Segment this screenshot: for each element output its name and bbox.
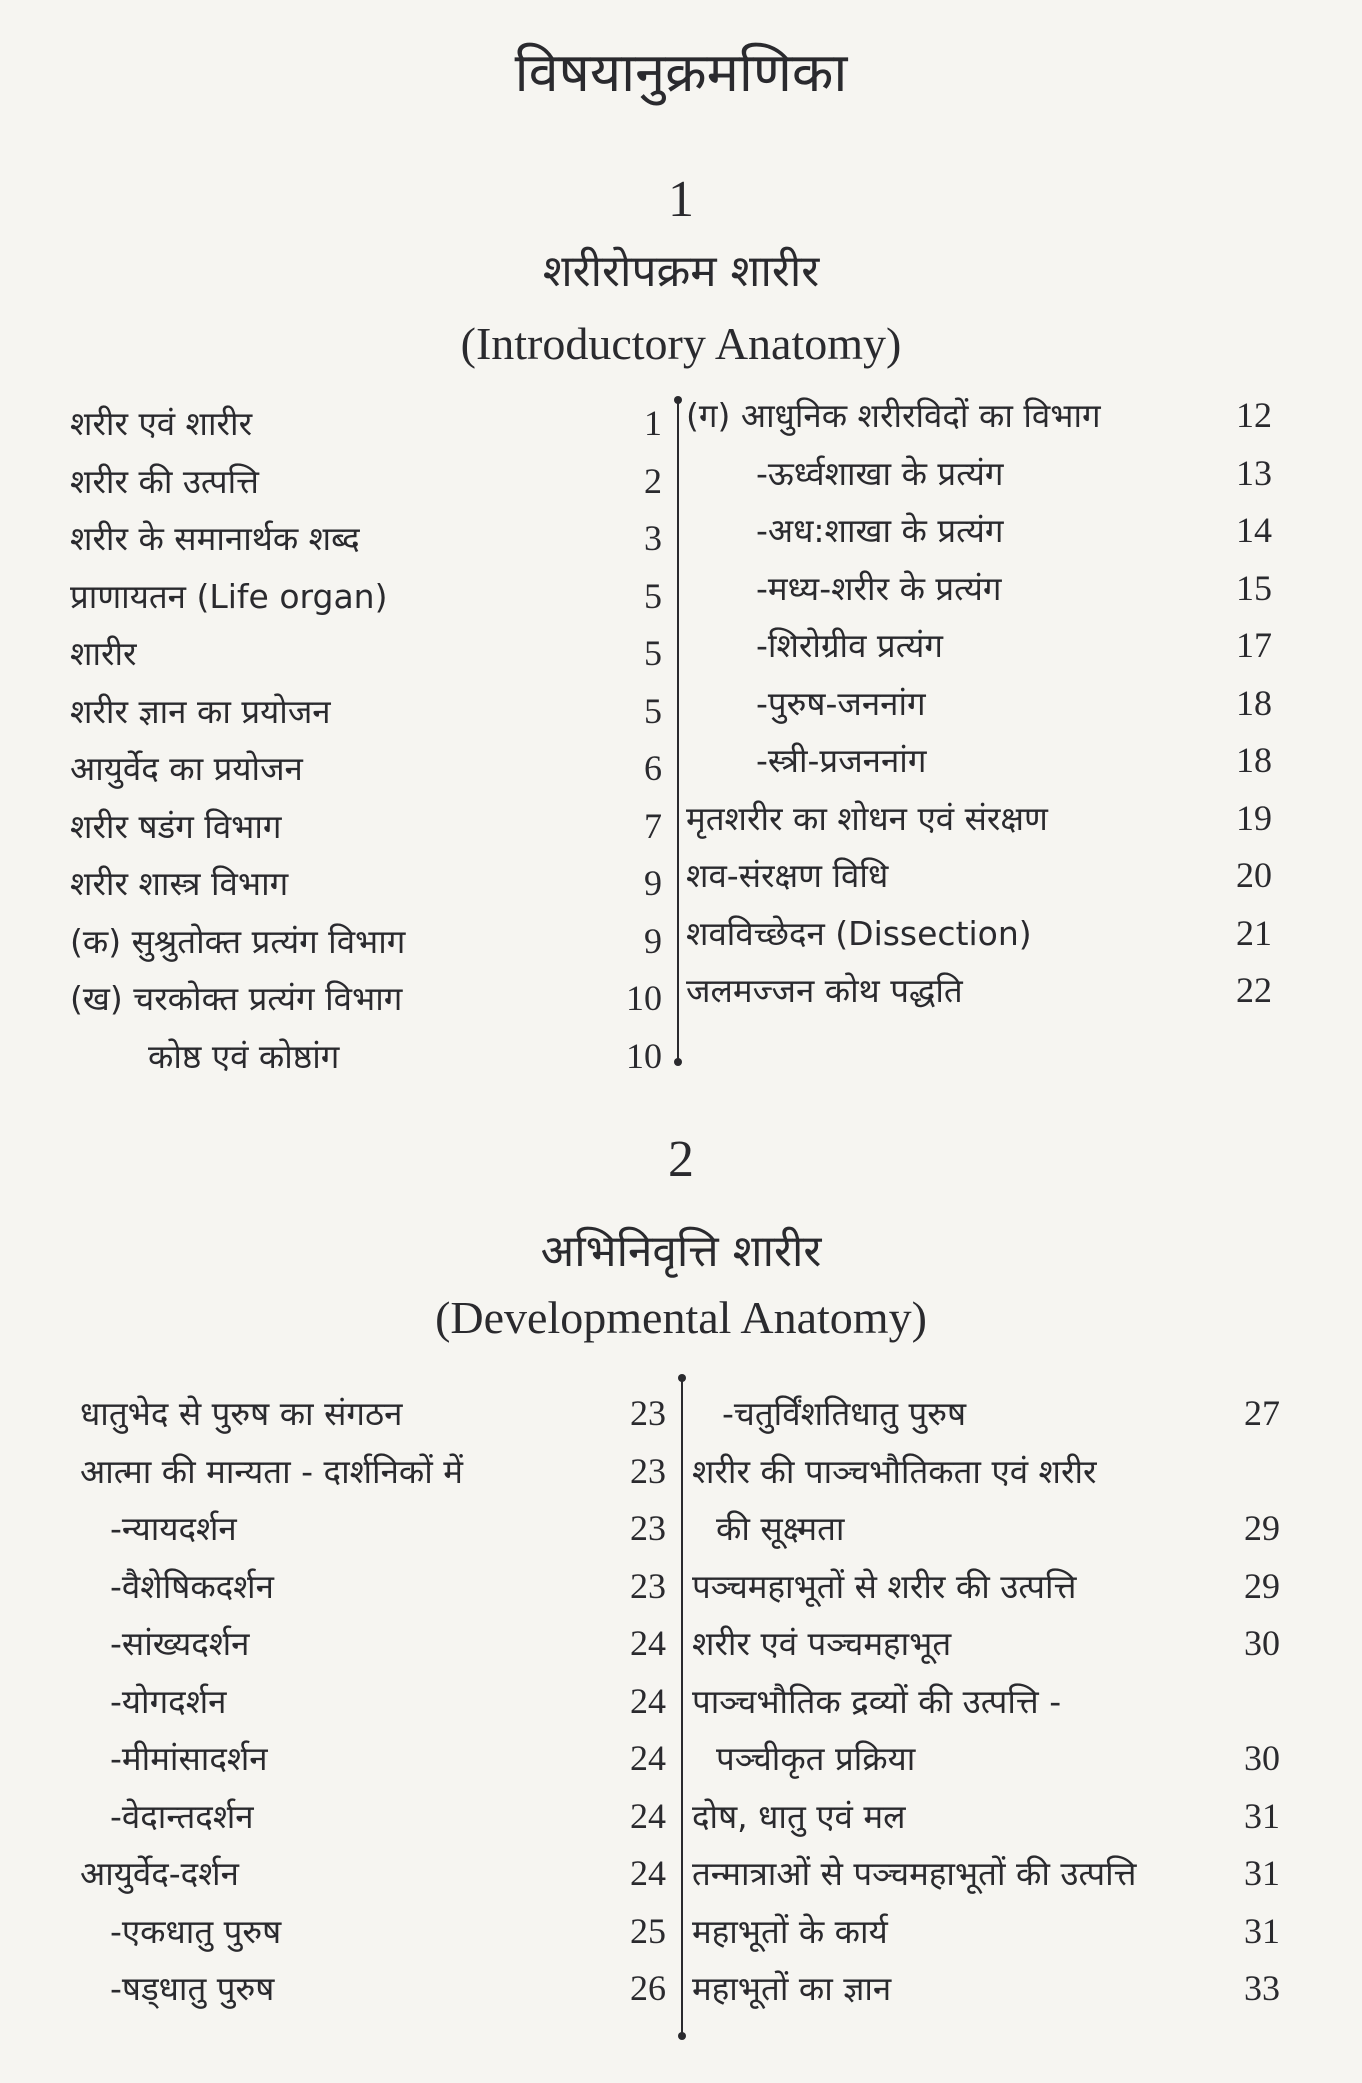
section-1-left-column <box>70 395 662 1085</box>
toc-entry[interactable]: आयुर्वेद-दर्शन 24 <box>80 1853 666 1893</box>
toc-entry[interactable]: -शिरोग्रीव प्रत्यंग 17 <box>756 625 1272 665</box>
toc-entry[interactable]: -योगदर्शन 24 <box>110 1680 666 1721</box>
toc-entry[interactable]: (ख) चरकोक्त प्रत्यंग विभाग 10 <box>70 978 662 1018</box>
toc-entry[interactable]: -अध:शाखा के प्रत्यंग 14 <box>756 510 1272 550</box>
toc-entry[interactable]: -वैशेषिकदर्शन 23 <box>110 1565 666 1606</box>
column-divider <box>677 400 679 1062</box>
toc-entry[interactable]: -षड्धातु पुरुष 26 <box>110 1968 666 2008</box>
section-1-title-hindi: शरीरोपक्रम शारीर <box>542 246 820 297</box>
page-title: विषयानुक्रमणिका <box>514 41 848 104</box>
section-2-right-column <box>692 1385 1280 2018</box>
toc-entry[interactable]: शरीर एवं शारीर 1 <box>70 403 662 443</box>
toc-entry[interactable]: -न्यायदर्शन 23 <box>110 1508 666 1548</box>
toc-entry[interactable]: शरीर ज्ञान का प्रयोजन 5 <box>70 690 662 731</box>
toc-entry[interactable]: -पुरुष-जननांग 18 <box>756 682 1272 723</box>
toc-entry[interactable]: -वेदान्तदर्शन 24 <box>110 1795 666 1836</box>
toc-entry[interactable]: शव-संरक्षण विधि 20 <box>686 855 1272 895</box>
toc-entry[interactable]: पञ्चमहाभूतों से शरीर की उत्पत्ति 29 <box>692 1565 1280 1606</box>
toc-entry[interactable]: जलमज्जन कोथ पद्धति 22 <box>686 970 1272 1010</box>
section-1-title-english: (Introductory Anatomy) <box>460 318 902 369</box>
toc-entry[interactable]: आयुर्वेद का प्रयोजन 6 <box>70 748 662 788</box>
toc-entry[interactable]: महाभूतों के कार्य 31 <box>692 1910 1280 1951</box>
toc-entry[interactable]: -सांख्यदर्शन 24 <box>110 1623 666 1663</box>
toc-entry[interactable]: शवविच्छेदन (Dissection) 21 <box>686 912 1272 953</box>
column-divider <box>681 1378 683 2036</box>
toc-entry[interactable]: शरीर एवं पञ्चमहाभूत 30 <box>692 1623 1280 1663</box>
section-2-number: 2 <box>668 1131 694 1188</box>
section-2-title-english: (Developmental Anatomy) <box>435 1292 927 1343</box>
toc-entry[interactable]: शरीर की पाञ्चभौतिकता एवं शरीर <box>692 1451 1097 1491</box>
toc-entry[interactable]: (क) सुश्रुतोक्त प्रत्यंग विभाग 9 <box>70 920 662 961</box>
toc-entry[interactable]: शरीर षडंग विभाग 7 <box>70 805 662 846</box>
toc-entry[interactable]: -मीमांसादर्शन 24 <box>110 1738 666 1778</box>
toc-entry[interactable]: मृतशरीर का शोधन एवं संरक्षण 19 <box>686 797 1272 838</box>
toc-entry[interactable]: पाञ्चभौतिक द्रव्यों की उत्पत्ति - <box>692 1681 1062 1721</box>
toc-entry[interactable]: शरीर शास्त्र विभाग 9 <box>70 863 662 903</box>
section-1-right-column <box>686 387 1272 1020</box>
toc-entry[interactable]: -चतुर्विंशतिधातु पुरुष 27 <box>722 1393 1280 1433</box>
toc-entry[interactable]: शरीर की उत्पत्ति 2 <box>70 460 662 501</box>
toc-entry[interactable]: -स्त्री-प्रजननांग 18 <box>756 740 1272 780</box>
toc-entry[interactable]: आत्मा की मान्यता - दार्शनिकों में 23 <box>80 1450 666 1491</box>
toc-entry[interactable]: की सूक्ष्मता 29 <box>716 1508 1280 1548</box>
toc-entry[interactable]: शारीर 5 <box>70 633 662 673</box>
toc-entry[interactable]: कोष्ठ एवं कोष्ठांग 10 <box>148 1035 662 1076</box>
toc-entry[interactable]: दोष, धातु एवं मल 31 <box>692 1795 1280 1836</box>
section-2-left-column <box>80 1385 666 2018</box>
section-2-title-hindi: अभिनिवृत्ति शारीर <box>540 1226 822 1277</box>
toc-entry[interactable]: -ऊर्ध्वशाखा के प्रत्यंग 13 <box>756 452 1272 493</box>
toc-entry[interactable]: तन्मात्राओं से पञ्चमहाभूतों की उत्पत्ति 31 <box>692 1853 1280 1893</box>
toc-entry[interactable]: महाभूतों का ज्ञान 33 <box>692 1968 1280 2008</box>
toc-entry[interactable]: -मध्य-शरीर के प्रत्यंग 15 <box>756 567 1272 608</box>
toc-entry[interactable]: (ग) आधुनिक शरीरविदों का विभाग 12 <box>686 395 1272 435</box>
toc-entry[interactable]: प्राणायतन (Life organ) 5 <box>70 575 662 616</box>
section-1-number: 1 <box>668 171 694 228</box>
toc-entry[interactable]: धातुभेद से पुरुष का संगठन 23 <box>80 1393 666 1433</box>
toc-entry[interactable]: शरीर के समानार्थक शब्द 3 <box>70 518 662 558</box>
toc-entry[interactable]: -एकधातु पुरुष 25 <box>110 1910 666 1951</box>
toc-entry[interactable]: पञ्चीकृत प्रक्रिया 30 <box>716 1738 1280 1778</box>
